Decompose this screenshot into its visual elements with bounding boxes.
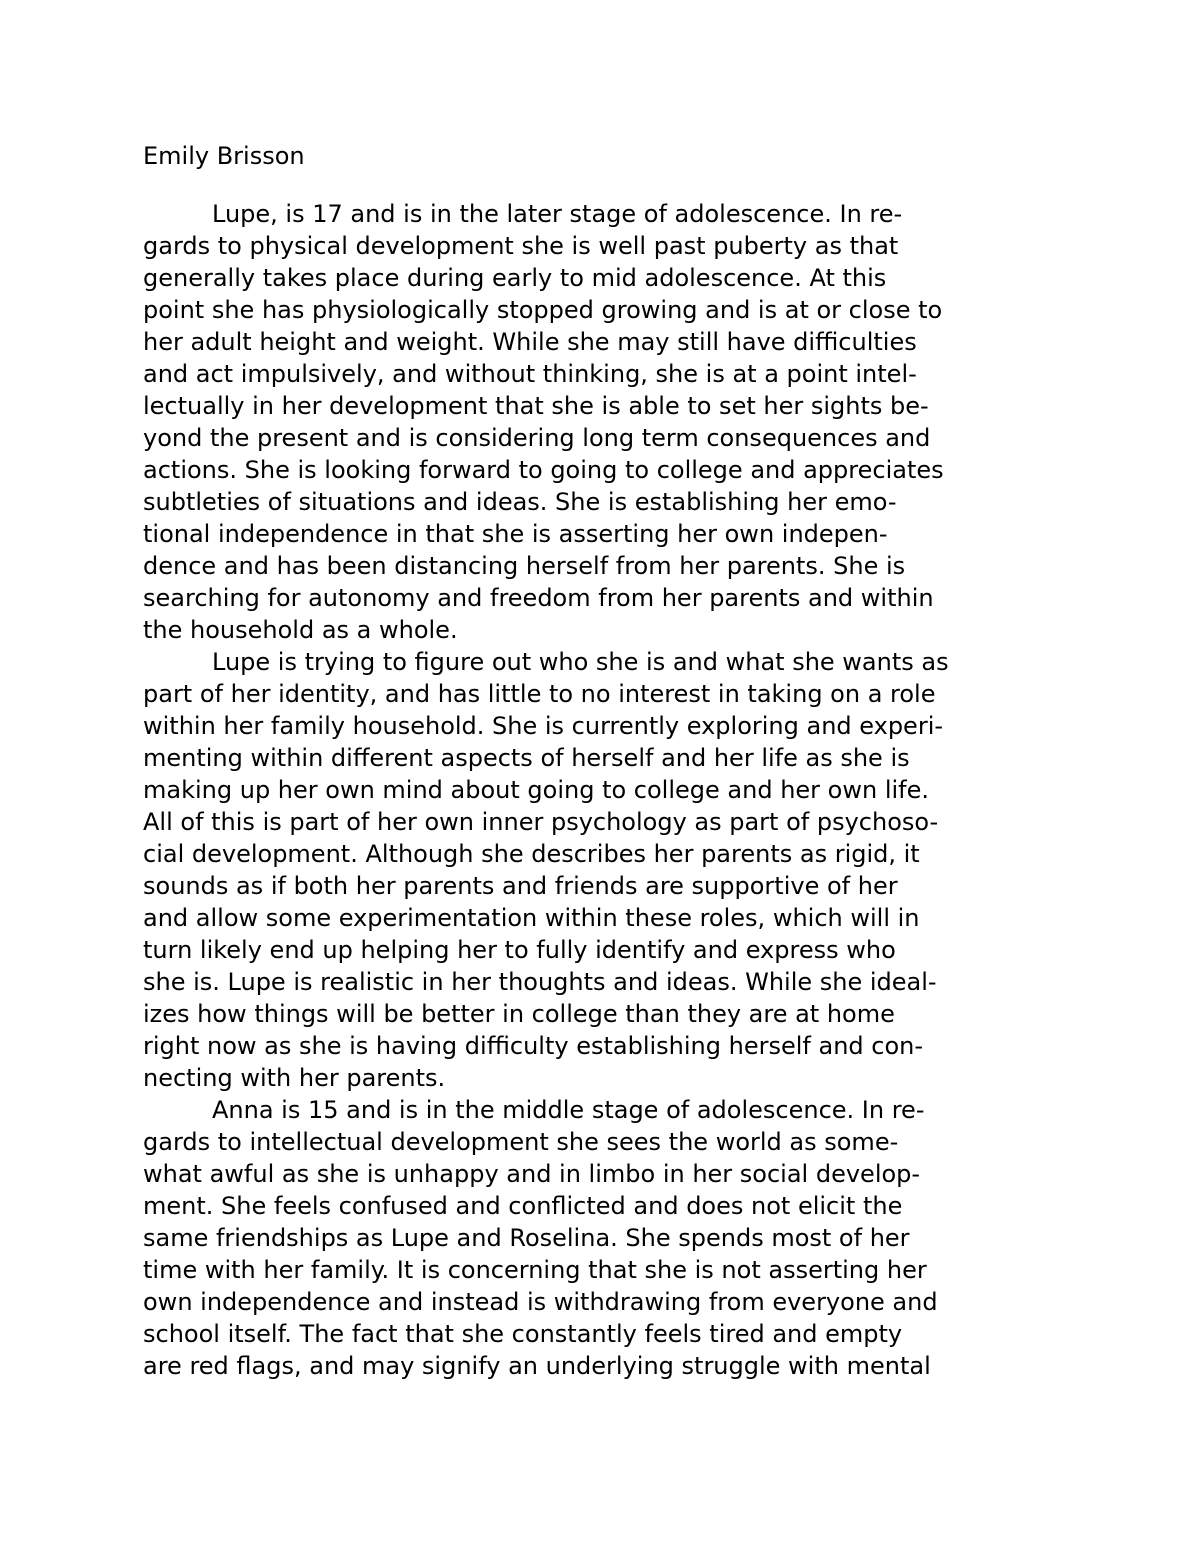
paragraph-line: actions. She is looking forward to going to college and appreciates: [143, 456, 944, 484]
paragraph-line: gards to intellectual development she sees the world as some-: [143, 1128, 899, 1156]
paragraph-line: are red flags, and may signify an underlying struggle with mental: [143, 1352, 931, 1380]
paragraph-line: generally takes place during early to mid adolescence. At this: [143, 264, 887, 292]
paragraph-line: and allow some experimentation within these roles, which will in: [143, 904, 920, 932]
paragraph-line: within her family household. She is currently exploring and experi-: [143, 712, 944, 740]
paragraph-line: menting within different aspects of herself and her life as she is: [143, 744, 910, 772]
paragraph-line: she is. Lupe is realistic in her thoughts and ideas. While she ideal-: [143, 968, 937, 996]
paragraph-line: part of her identity, and has little to no interest in taking on a role: [143, 680, 936, 708]
paragraph-line: lectually in her development that she is able to set her sights be-: [143, 392, 929, 420]
paragraph-line: Lupe, is 17 and is in the later stage of adolescence. In re-: [212, 200, 903, 228]
paragraph-line: right now as she is having difficulty establishing herself and con-: [143, 1032, 924, 1060]
paragraph-line: sounds as if both her parents and friends are supportive of her: [143, 872, 898, 900]
paragraph-line: izes how things will be better in college than they are at home: [143, 1000, 895, 1028]
paragraph-line: Lupe is trying to figure out who she is and what she wants as: [212, 648, 949, 676]
paragraph-line: gards to physical development she is well past puberty as that: [143, 232, 899, 260]
paragraph-line: school itself. The fact that she constantly feels tired and empty: [143, 1320, 903, 1348]
paragraph-line: Anna is 15 and is in the middle stage of adolescence. In re-: [212, 1096, 925, 1124]
paragraph-line: making up her own mind about going to college and her own life.: [143, 776, 929, 804]
paragraph: [143, 198, 1073, 646]
paragraph-line: cial development. Although she describes her parents as rigid, it: [143, 840, 920, 868]
paragraph-line: same friendships as Lupe and Roselina. She spends most of her: [143, 1224, 910, 1252]
paragraph-line: necting with her parents.: [143, 1064, 446, 1092]
paragraph-line: All of this is part of her own inner psychology as part of psychoso-: [143, 808, 939, 836]
paragraph-line: ment. She feels confused and conflicted and does not elicit the: [143, 1192, 903, 1220]
author-name: Emily Brisson: [143, 142, 305, 170]
paragraph: [143, 1094, 1073, 1382]
paragraph-line: own independence and instead is withdrawing from everyone and: [143, 1288, 938, 1316]
paragraph-line: yond the present and is considering long term consequences and: [143, 424, 931, 452]
paragraph-line: point she has physiologically stopped growing and is at or close to: [143, 296, 943, 324]
paragraph-line: and act impulsively, and without thinking, she is at a point intel-: [143, 360, 917, 388]
paragraph-line: subtleties of situations and ideas. She is establishing her emo-: [143, 488, 897, 516]
paragraph-line: searching for autonomy and freedom from her parents and within: [143, 584, 934, 612]
paragraph: [143, 646, 1073, 1094]
paragraph-line: her adult height and weight. While she may still have difficulties: [143, 328, 917, 356]
paragraph-line: what awful as she is unhappy and in limbo in her social develop-: [143, 1160, 921, 1188]
document-body: [143, 198, 1073, 1382]
paragraph-line: tional independence in that she is asserting her own indepen-: [143, 520, 888, 548]
paragraph-line: time with her family. It is concerning that she is not asserting her: [143, 1256, 927, 1284]
paragraph-line: turn likely end up helping her to fully identify and express who: [143, 936, 896, 964]
paragraph-line: dence and has been distancing herself from her parents. She is: [143, 552, 906, 580]
paragraph-line: the household as a whole.: [143, 616, 458, 644]
